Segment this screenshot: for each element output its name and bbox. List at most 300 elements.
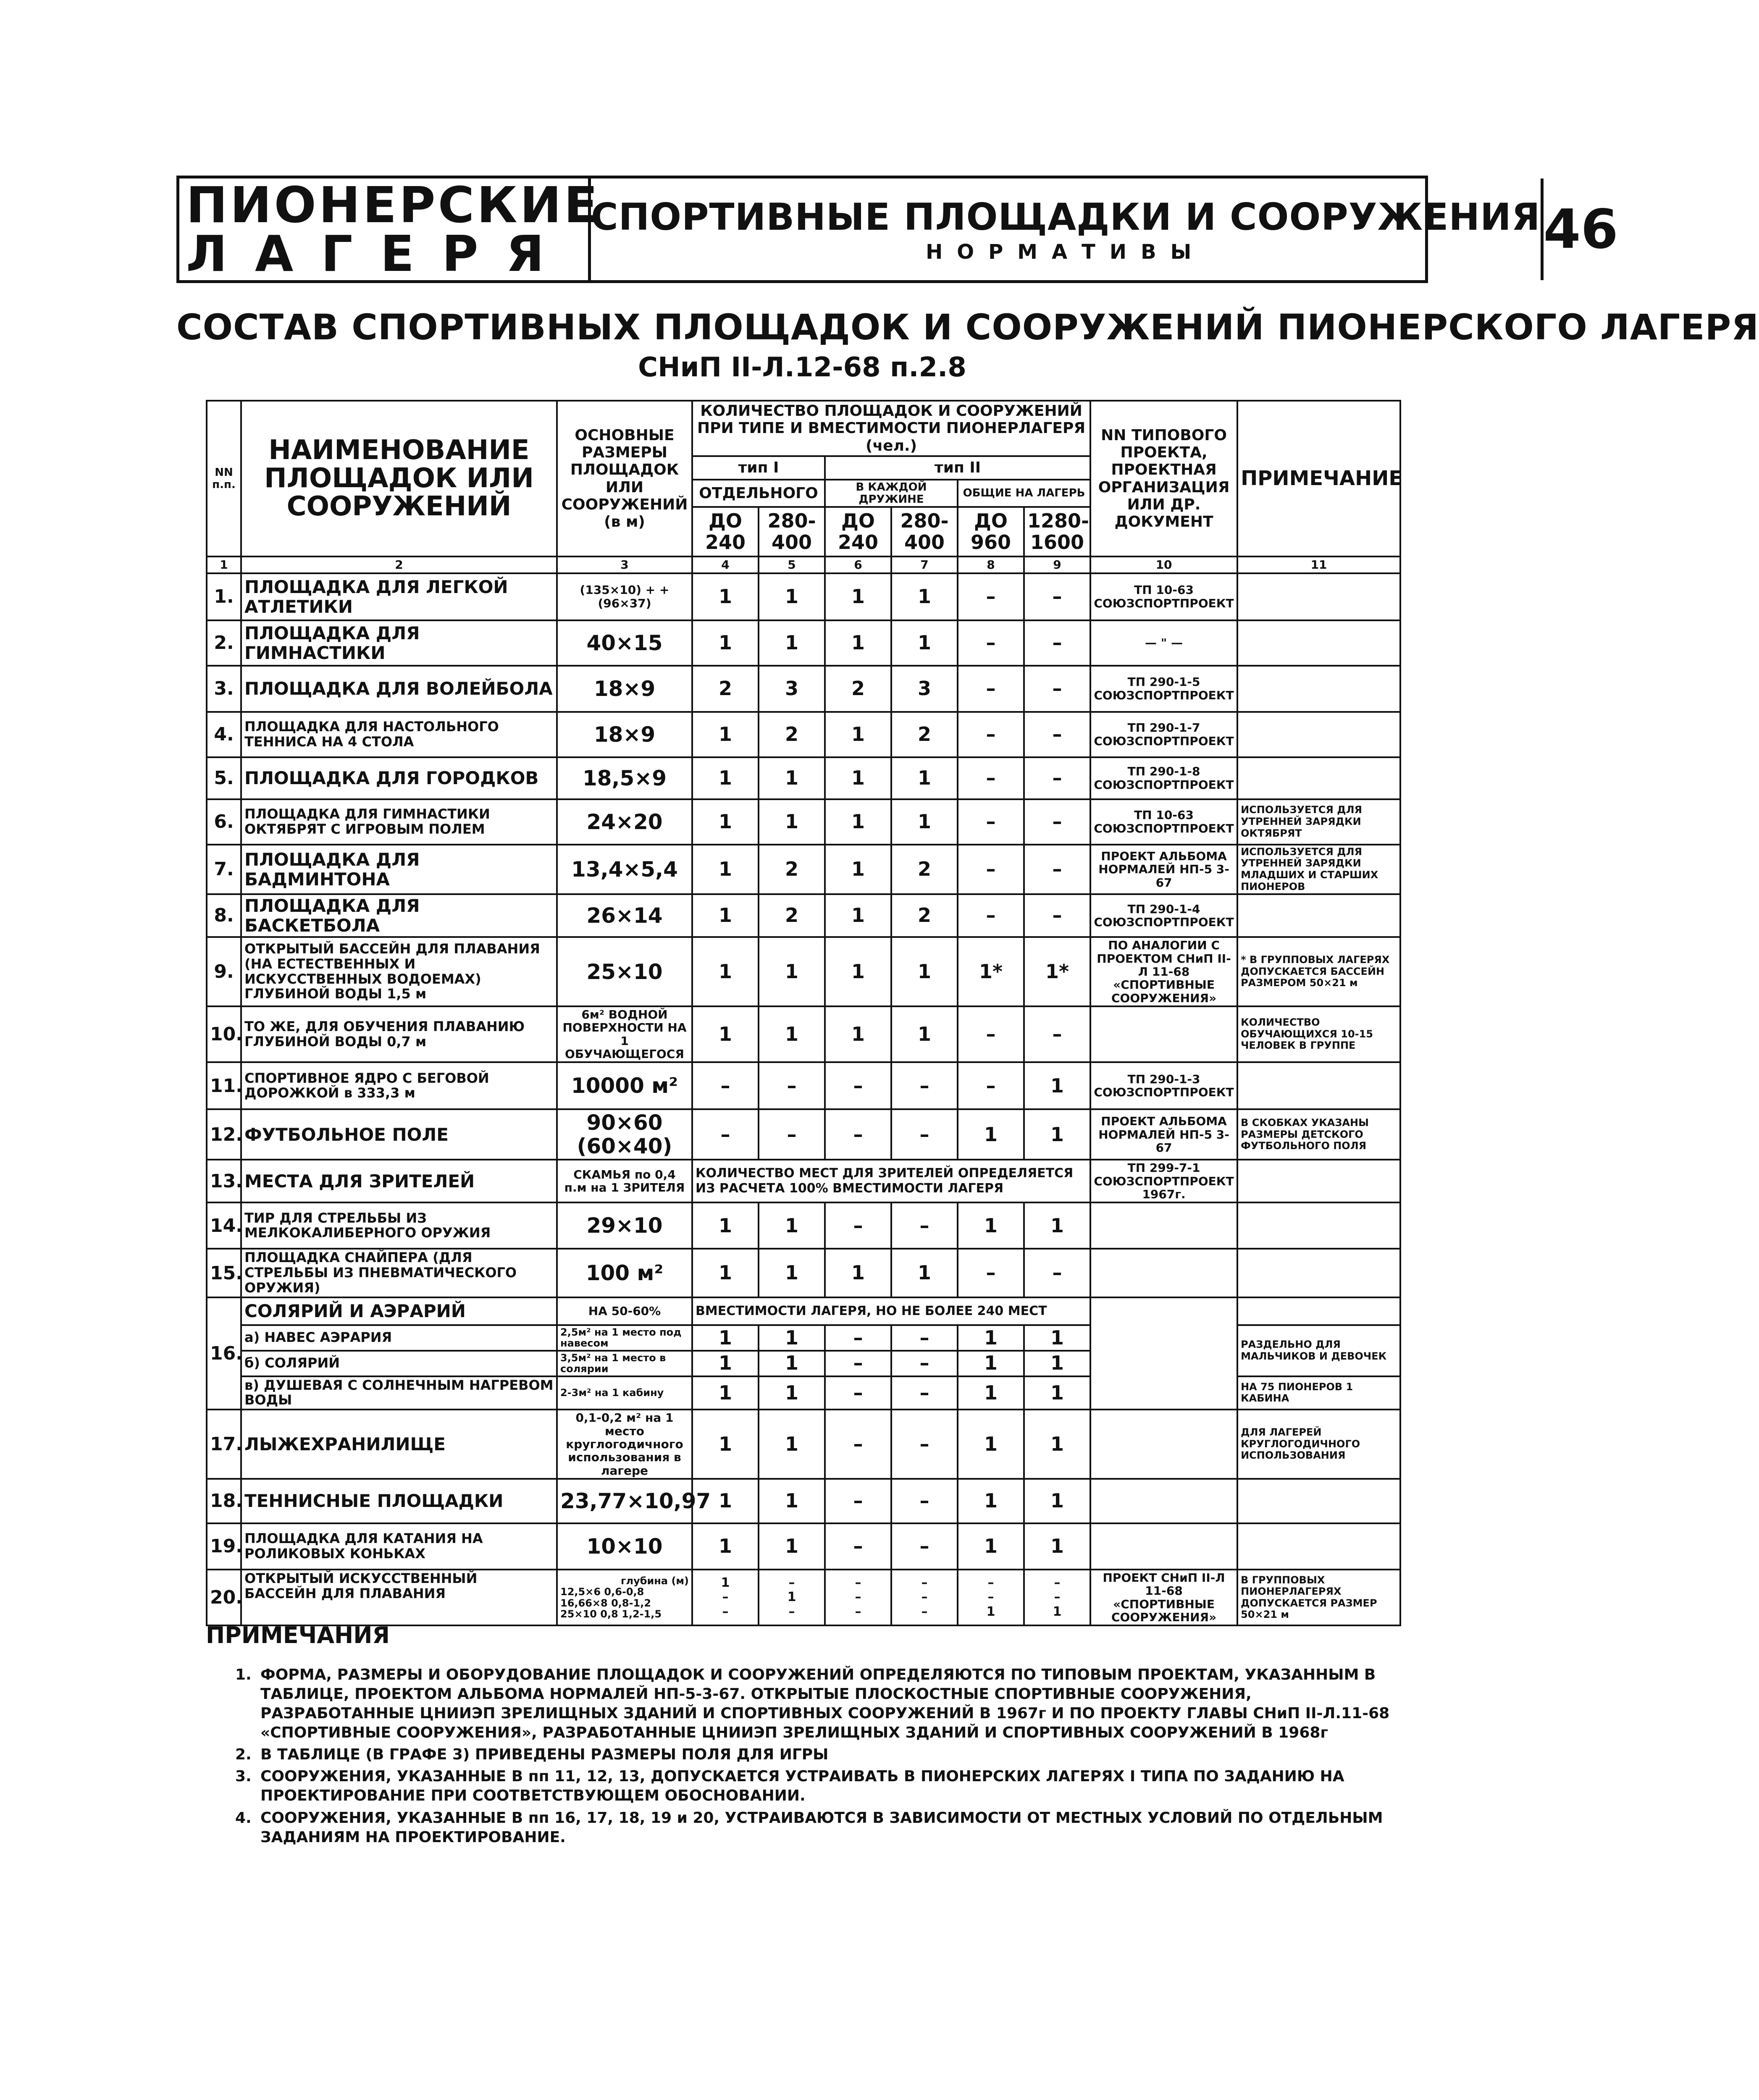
row-project: ТП 10-63 СОЮЗСПОРТПРОЕКТ — [1090, 799, 1237, 845]
qty-line: – — [921, 1575, 928, 1590]
table-row — [207, 894, 1400, 937]
qty-cell: – — [1024, 620, 1090, 666]
table-header — [207, 401, 1403, 573]
row-name: МЕСТА ДЛЯ ЗРИТЕЛЕЙ — [241, 1160, 557, 1202]
qty-cell: 1 — [958, 1376, 1024, 1410]
column-number: 1 — [207, 556, 241, 573]
row-remark — [1237, 666, 1400, 712]
row-dims: 90×60 (60×40) — [557, 1109, 692, 1160]
row-remark: В ГРУППОВЫХ ПИОНЕРЛАГЕРЯХ ДОПУСКАЕТСЯ РАЗМЕР 50×21 м — [1237, 1570, 1400, 1625]
row-project: ТП 290-1-5 СОЮЗСПОРТПРОЕКТ — [1090, 666, 1237, 712]
qty-cell: 1 — [692, 573, 759, 620]
qty-cell: – — [958, 1249, 1024, 1297]
qty-cell: – — [1024, 573, 1090, 620]
qty-cell: 1 — [692, 1410, 759, 1479]
subrow-dims: 2-3м² на 1 кабину — [557, 1376, 692, 1410]
qty-cell: 2 — [891, 845, 958, 894]
note-text: СООРУЖЕНИЯ, УКАЗАННЫЕ В пп 16, 17, 18, 19 и 20, УСТРАИВАЮТСЯ В ЗАВИСИМОСТИ ОТ МЕСТНЫХ УСЛОВИЙ ПО ОТДЕЛЬНЫМ ЗАДАНИЯМ НА ПРОЕКТИРОВАНИЕ. — [260, 1809, 1383, 1846]
dims-line: 25×10 0,8 1,2-1,5 — [560, 1608, 662, 1620]
table-row — [207, 845, 1400, 894]
row-name: ТО ЖЕ, ДЛЯ ОБУЧЕНИЯ ПЛАВАНИЮ ГЛУБИНОЙ ВОДЫ 0,7 м — [241, 1006, 557, 1062]
row-dims: 18,5×9 — [557, 757, 692, 799]
qty-line: – — [855, 1604, 861, 1619]
row-number: 14. — [207, 1202, 241, 1249]
row-name: ПЛОЩАДКА ДЛЯ БАДМИНТОНА — [241, 845, 557, 894]
row-number: 2. — [207, 620, 241, 666]
qty-cell: – — [1024, 845, 1090, 894]
qty-cell: – — [825, 1376, 891, 1410]
row-project: ПРОЕКТ АЛЬБОМА НОРМАЛЕЙ НП-5 3-67 — [1090, 1109, 1237, 1160]
column-number: 5 — [759, 556, 825, 573]
header-dims: ОСНОВНЫЕ РАЗМЕРЫ ПЛОЩАДОК ИЛИ СООРУЖЕНИЙ (в м) — [557, 401, 692, 556]
qty-cell: 1 — [759, 1202, 825, 1249]
row-name: ОТКРЫТЫЙ БАССЕЙН ДЛЯ ПЛАВАНИЯ (НА ЕСТЕСТВЕННЫХ И ИСКУССТВЕННЫХ ВОДОЕМАХ) ГЛУБИНОЙ ВОДЫ 1,5 м — [241, 937, 557, 1006]
row-remark — [1237, 1523, 1400, 1570]
qty-cell: 1 — [692, 1325, 759, 1351]
series-title — [179, 176, 601, 283]
qty-cell: 1 — [1024, 1109, 1090, 1160]
table-row — [207, 1249, 1400, 1297]
qty-cell: 1 — [891, 620, 958, 666]
qty-cell: 2 — [891, 894, 958, 937]
qty-cell: 1 — [1024, 1376, 1090, 1410]
qty-cell: 1 — [891, 799, 958, 845]
qty-cell: 1 — [759, 1006, 825, 1062]
table-row — [207, 1160, 1400, 1202]
table-row — [207, 573, 1400, 620]
row-remark: КОЛИЧЕСТВО ОБУЧАЮЩИХСЯ 10-15 ЧЕЛОВЕК В ГРУППЕ — [1237, 1006, 1400, 1062]
qty-line: – — [855, 1575, 861, 1590]
qty-cell: 1 — [759, 1351, 825, 1376]
qty-cell: 1 — [891, 757, 958, 799]
column-number: 7 — [891, 556, 958, 573]
row-dims: 10×10 — [557, 1523, 692, 1570]
qty-cell: – — [825, 1109, 891, 1160]
row-project — [1090, 1297, 1237, 1410]
row-number: 16. — [207, 1297, 241, 1410]
row-name: ПЛОЩАДКА ДЛЯ ЛЕГКОЙ АТЛЕТИКИ — [241, 573, 557, 620]
qty-cell: – — [891, 1109, 958, 1160]
qty-cell: – — [891, 1202, 958, 1249]
header-nn: NN п.п. — [207, 401, 241, 556]
qty-cell — [891, 1570, 958, 1625]
row-number: 7. — [207, 845, 241, 894]
qty-cell: – — [1024, 757, 1090, 799]
qty-cell: 1 — [891, 573, 958, 620]
qty-cell: 1 — [1024, 1523, 1090, 1570]
qty-cell: – — [891, 1062, 958, 1109]
qty-cell: 1 — [759, 799, 825, 845]
qty-line: – — [921, 1604, 928, 1619]
qty-cell — [825, 1570, 891, 1625]
row-name: ПЛОЩАДКА ДЛЯ ВОЛЕЙБОЛА — [241, 666, 557, 712]
row-remark — [1237, 1160, 1400, 1202]
row-span-text: КОЛИЧЕСТВО МЕСТ ДЛЯ ЗРИТЕЛЕЙ ОПРЕДЕЛЯЕТСЯ ИЗ РАСЧЕТА 100% ВМЕСТИМОСТИ ЛАГЕРЯ — [692, 1160, 1090, 1202]
qty-cell: 1 — [692, 620, 759, 666]
row-remark: РАЗДЕЛЬНО ДЛЯ МАЛЬЧИКОВ И ДЕВОЧЕК — [1237, 1325, 1400, 1376]
qty-cell: 2 — [692, 666, 759, 712]
qty-cell: – — [825, 1410, 891, 1479]
row-project — [1090, 1249, 1237, 1297]
row-name: СПОРТИВНОЕ ЯДРО С БЕГОВОЙ ДОРОЖКОЙ в 333,3 м — [241, 1062, 557, 1109]
qty-cell: – — [891, 1410, 958, 1479]
row-project — [1090, 1006, 1237, 1062]
qty-cell: – — [958, 799, 1024, 845]
qty-cell: 1 — [692, 937, 759, 1006]
qty-cell: – — [958, 894, 1024, 937]
qty-cell: – — [958, 666, 1024, 712]
qty-cell: 2 — [759, 894, 825, 937]
qty-cell: – — [958, 1062, 1024, 1109]
qty-cell: – — [958, 712, 1024, 757]
qty-cell: – — [1024, 712, 1090, 757]
row-project: ТП 290-1-7 СОЮЗСПОРТПРОЕКТ — [1090, 712, 1237, 757]
qty-cell: 1 — [958, 1410, 1024, 1479]
row-number: 11. — [207, 1062, 241, 1109]
header-type1-sub: ОТДЕЛЬНОГО — [692, 480, 825, 507]
qty-cell: 1 — [825, 1006, 891, 1062]
qty-cell: 1 — [825, 1249, 891, 1297]
row-remark — [1237, 1249, 1400, 1297]
row-project: ПО АНАЛОГИИ С ПРОЕКТОМ СНиП II-Л 11-68 «СПОРТИВНЫЕ СООРУЖЕНИЯ» — [1090, 937, 1237, 1006]
note-number: 4. — [235, 1809, 252, 1827]
row-name: ПЛОЩАДКА ДЛЯ КАТАНИЯ НА РОЛИКОВЫХ КОНЬКАХ — [241, 1523, 557, 1570]
header-capacity: ДО 240 — [692, 507, 759, 556]
qty-cell: 1 — [692, 757, 759, 799]
qty-cell: – — [891, 1351, 958, 1376]
qty-cell: 1 — [759, 1325, 825, 1351]
row-project: ТП 290-1-4 СОЮЗСПОРТПРОЕКТ — [1090, 894, 1237, 937]
header-capacity: 280-400 — [759, 507, 825, 556]
qty-cell: 1 — [759, 573, 825, 620]
qty-cell: 1 — [692, 712, 759, 757]
qty-cell: – — [1024, 894, 1090, 937]
row-remark: * В ГРУППОВЫХ ЛАГЕРЯХ ДОПУСКАЕТСЯ БАССЕЙН РАЗМЕРОМ 50×21 м — [1237, 937, 1400, 1006]
row-remark — [1237, 894, 1400, 937]
qty-cell: 1 — [692, 1249, 759, 1297]
row-name: СОЛЯРИЙ И АЭРАРИЙ — [241, 1297, 557, 1325]
sheet-number: 46 — [1543, 198, 1618, 261]
subrow-name: в) ДУШЕВАЯ С СОЛНЕЧНЫМ НАГРЕВОМ ВОДЫ — [241, 1376, 557, 1410]
table-body-row20 — [207, 1570, 1400, 1625]
qty-cell: 1 — [825, 937, 891, 1006]
table-row — [207, 1062, 1400, 1109]
qty-cell: – — [1024, 666, 1090, 712]
qty-cell: 1 — [891, 937, 958, 1006]
qty-cell: 1 — [958, 1202, 1024, 1249]
qty-cell: 1 — [692, 1351, 759, 1376]
row-remark — [1237, 1062, 1400, 1109]
qty-cell: 1 — [891, 1006, 958, 1062]
column-numbers-row — [207, 556, 1400, 573]
row-remark — [1237, 712, 1400, 757]
column-number: 9 — [1024, 556, 1090, 573]
qty-cell: – — [692, 1062, 759, 1109]
section-subtitle: НОРМАТИВЫ — [926, 240, 1206, 264]
row-number: 20. — [207, 1570, 241, 1625]
section-title: СПОРТИВНЫЕ ПЛОЩАДКИ И СООРУЖЕНИЯ — [591, 195, 1541, 239]
table-row — [207, 1410, 1400, 1479]
table-row — [207, 1297, 1400, 1325]
subrow-dims: 3,5м² на 1 место в солярии — [557, 1351, 692, 1376]
qty-cell: 1 — [958, 1523, 1024, 1570]
document-subtitle: СНиП II-Л.12-68 п.2.8 — [638, 352, 966, 383]
qty-cell: 1 — [759, 757, 825, 799]
row-number: 8. — [207, 894, 241, 937]
note-item — [235, 1767, 1407, 1806]
row-name: ПЛОЩАДКА ДЛЯ ГИМНАСТИКИ ОКТЯБРЯТ С ИГРОВЫМ ПОЛЕМ — [241, 799, 557, 845]
row-number: 15. — [207, 1249, 241, 1297]
qty-cell: 2 — [759, 712, 825, 757]
qty-cell: – — [692, 1109, 759, 1160]
qty-cell: 1 — [1024, 1479, 1090, 1523]
row-name: ПЛОЩАДКА ДЛЯ ГОРОДКОВ — [241, 757, 557, 799]
row-project — [1090, 1523, 1237, 1570]
row-name: ПЛОЩАДКА ДЛЯ НАСТОЛЬНОГО ТЕННИСА НА 4 СТОЛА — [241, 712, 557, 757]
header-type2-sub-a: В КАЖДОЙ ДРУЖИНЕ — [825, 480, 958, 507]
qty-cell: – — [958, 845, 1024, 894]
qty-cell: 1 — [692, 845, 759, 894]
qty-line: 1 — [986, 1604, 995, 1619]
header-capacity: ДО 240 — [825, 507, 891, 556]
qty-cell: – — [958, 620, 1024, 666]
row-dims: 10000 м² — [557, 1062, 692, 1109]
notes-title: ПРИМЕЧАНИЯ — [206, 1622, 390, 1648]
qty-cell: 1 — [692, 1006, 759, 1062]
row-name: ФУТБОЛЬНОЕ ПОЛЕ — [241, 1109, 557, 1160]
qty-cell: 1 — [692, 1202, 759, 1249]
qty-cell: 1 — [692, 894, 759, 937]
row-number: 4. — [207, 712, 241, 757]
row-project — [1090, 1479, 1237, 1523]
row-dims: НА 50-60% — [557, 1297, 692, 1325]
row-name: ПЛОЩАДКА ДЛЯ БАСКЕТБОЛА — [241, 894, 557, 937]
qty-line: 1 — [721, 1575, 730, 1590]
qty-cell: 1 — [759, 1376, 825, 1410]
qty-cell: – — [958, 757, 1024, 799]
qty-cell: 1* — [958, 937, 1024, 1006]
qty-cell: – — [958, 573, 1024, 620]
row-dims: (135×10) + + (96×37) — [557, 573, 692, 620]
qty-cell: 1 — [958, 1479, 1024, 1523]
qty-line: – — [1054, 1575, 1061, 1590]
qty-cell: – — [1024, 799, 1090, 845]
table-row — [207, 666, 1400, 712]
row-dims: 100 м² — [557, 1249, 692, 1297]
row-project — [1090, 1410, 1237, 1479]
row-remark — [1237, 620, 1400, 666]
row-remark: ИСПОЛЬЗУЕТСЯ ДЛЯ УТРЕННЕЙ ЗАРЯДКИ ОКТЯБРЯТ — [1237, 799, 1400, 845]
qty-line: – — [855, 1590, 861, 1605]
note-item — [235, 1809, 1407, 1847]
header-capacity: 1280-1600 — [1024, 507, 1090, 556]
header-quantity: КОЛИЧЕСТВО ПЛОЩАДОК И СООРУЖЕНИЙ ПРИ ТИПЕ И ВМЕСТИМОСТИ ПИОНЕРЛАГЕРЯ (чел.) — [692, 401, 1090, 456]
column-number: 3 — [557, 556, 692, 573]
qty-cell: – — [759, 1109, 825, 1160]
table-body-b — [207, 1410, 1400, 1570]
row-project: ТП 10-63 СОЮЗСПОРТПРОЕКТ — [1090, 573, 1237, 620]
note-item — [235, 1665, 1407, 1743]
qty-cell: 1 — [692, 1376, 759, 1410]
row-remark — [1237, 1297, 1400, 1325]
qty-cell: – — [825, 1062, 891, 1109]
qty-line: – — [788, 1604, 795, 1619]
qty-line: – — [987, 1575, 994, 1590]
row-name: ОТКРЫТЫЙ ИСКУССТВЕННЫЙ БАССЕЙН ДЛЯ ПЛАВАНИЯ — [241, 1570, 557, 1625]
row-number: 18. — [207, 1479, 241, 1523]
series-title-line1: ПИОНЕРСКИЕ — [186, 176, 601, 234]
row-dims: СКАМЬЯ по 0,4 п.м на 1 ЗРИТЕЛЯ — [557, 1160, 692, 1202]
row-remark — [1237, 573, 1400, 620]
row-dims: 24×20 — [557, 799, 692, 845]
table-row — [207, 1006, 1400, 1062]
column-number: 8 — [958, 556, 1024, 573]
table-body-row16 — [207, 1297, 1400, 1410]
row-dims: 25×10 — [557, 937, 692, 1006]
facilities-table — [206, 400, 1401, 1626]
qty-cell: 1 — [958, 1351, 1024, 1376]
table-row — [207, 1109, 1400, 1160]
row-dims: 6м² ВОДНОЙ ПОВЕРХНОСТИ НА 1 ОБУЧАЮЩЕГОСЯ — [557, 1006, 692, 1062]
subrow-name: б) СОЛЯРИЙ — [241, 1351, 557, 1376]
row-dims: 40×15 — [557, 620, 692, 666]
column-number: 4 — [692, 556, 759, 573]
qty-line: – — [788, 1575, 795, 1590]
qty-cell: – — [825, 1351, 891, 1376]
qty-cell: – — [958, 1006, 1024, 1062]
section-heading — [591, 178, 1544, 280]
row-number: 17. — [207, 1410, 241, 1479]
qty-cell: 2 — [759, 845, 825, 894]
column-number: 6 — [825, 556, 891, 573]
subrow-dims: 2,5м² на 1 место под навесом — [557, 1325, 692, 1351]
qty-cell: 1 — [825, 894, 891, 937]
note-text: ФОРМА, РАЗМЕРЫ И ОБОРУДОВАНИЕ ПЛОЩАДОК И СООРУЖЕНИЙ ОПРЕДЕЛЯЮТСЯ ПО ТИПОВЫМ ПРОЕКТАМ, УКАЗАННЫМ В ТАБЛИЦЕ, ПРОЕКТОМ АЛЬБОМА НОРМАЛЕЙ НП-5-3-67. ОТКРЫТЫЕ ПЛОСКОСТНЫЕ СПОРТИВНЫЕ СООРУЖЕНИЯ, РАЗРАБОТАННЫЕ ЦНИИЭП ЗРЕЛИЩНЫХ ЗДАНИЙ И СПОРТИВНЫХ СООРУЖЕНИЙ В 1967г И ПО ПРОЕКТУ ГЛАВЫ СНиП II-Л.11-68 «СПОРТИВНЫЕ СООРУЖЕНИЯ», РАЗРАБОТАННЫЕ ЦНИИЭП ЗРЕЛИЩНЫХ ЗДАНИЙ И СПОРТИВНЫХ СООРУЖЕНИЙ В 1968г — [260, 1666, 1390, 1742]
qty-cell: – — [891, 1325, 958, 1351]
row-dims — [557, 1570, 692, 1625]
qty-cell: – — [825, 1325, 891, 1351]
qty-cell: 1 — [825, 712, 891, 757]
row-project: ТП 290-1-8 СОЮЗСПОРТПРОЕКТ — [1090, 757, 1237, 799]
qty-cell: 1 — [1024, 1410, 1090, 1479]
row-number: 3. — [207, 666, 241, 712]
row-project: ПРОЕКТ АЛЬБОМА НОРМАЛЕЙ НП-5 3-67 — [1090, 845, 1237, 894]
qty-cell: 1 — [759, 1523, 825, 1570]
table-body — [207, 573, 1400, 1297]
qty-cell — [692, 1570, 759, 1625]
qty-cell: 1 — [1024, 1062, 1090, 1109]
qty-cell: 1 — [825, 620, 891, 666]
qty-cell: 1 — [759, 1479, 825, 1523]
row-number: 10. — [207, 1006, 241, 1062]
qty-cell: 3 — [759, 666, 825, 712]
row-name: ТЕННИСНЫЕ ПЛОЩАДКИ — [241, 1479, 557, 1523]
qty-cell — [759, 1570, 825, 1625]
note-text: СООРУЖЕНИЯ, УКАЗАННЫЕ В пп 11, 12, 13, ДОПУСКАЕТСЯ УСТРАИВАТЬ В ПИОНЕРСКИХ ЛАГЕРЯХ I ТИПА ПО ЗАДАНИЮ НА ПРОЕКТИРОВАНИЕ ПРИ СООТВЕТСТВУЮЩЕМ ОБОСНОВАНИИ. — [260, 1768, 1344, 1805]
row-remark — [1237, 1479, 1400, 1523]
qty-cell: – — [891, 1376, 958, 1410]
row-remark: В СКОБКАХ УКАЗАНЫ РАЗМЕРЫ ДЕТСКОГО ФУТБОЛЬНОГО ПОЛЯ — [1237, 1109, 1400, 1160]
table-row — [207, 620, 1400, 666]
row-name: ЛЫЖЕХРАНИЛИЩЕ — [241, 1410, 557, 1479]
row-project: ТП 290-1-3 СОЮЗСПОРТПРОЕКТ — [1090, 1062, 1237, 1109]
row-number: 12. — [207, 1109, 241, 1160]
dims-line: 12,5×6 0,6-0,8 — [560, 1586, 644, 1598]
qty-cell: 1 — [825, 845, 891, 894]
header-type2-sub-b: ОБЩИЕ НА ЛАГЕРЬ — [958, 480, 1090, 507]
row-dims: 0,1-0,2 м² на 1 место круглогодичного использования в лагере — [557, 1410, 692, 1479]
qty-cell: 1 — [759, 1410, 825, 1479]
table-row — [207, 1479, 1400, 1523]
note-number: 2. — [235, 1746, 252, 1764]
row-number: 19. — [207, 1523, 241, 1570]
note-text: В ТАБЛИЦЕ (В ГРАФЕ 3) ПРИВЕДЕНЫ РАЗМЕРЫ ПОЛЯ ДЛЯ ИГРЫ — [260, 1746, 829, 1764]
subrow-name: а) НАВЕС АЭРАРИЯ — [241, 1325, 557, 1351]
note-number: 1. — [235, 1666, 252, 1683]
header-type2: тип II — [825, 456, 1090, 480]
row-dims: 18×9 — [557, 666, 692, 712]
row-remark: ДЛЯ ЛАГЕРЕЙ КРУГЛОГОДИЧНОГО ИСПОЛЬЗОВАНИЯ — [1237, 1410, 1400, 1479]
qty-cell: 1 — [692, 799, 759, 845]
row-name: ПЛОЩАДКА СНАЙПЕРА (ДЛЯ СТРЕЛЬБЫ ИЗ ПНЕВМАТИЧЕСКОГО ОРУЖИЯ) — [241, 1249, 557, 1297]
row-number: 13. — [207, 1160, 241, 1202]
qty-cell — [1024, 1570, 1090, 1625]
row-remark: ИСПОЛЬЗУЕТСЯ ДЛЯ УТРЕННЕЙ ЗАРЯДКИ МЛАДШИХ И СТАРШИХ ПИОНЕРОВ — [1237, 845, 1400, 894]
qty-line: 1 — [787, 1590, 796, 1605]
column-number: 11 — [1237, 556, 1400, 573]
row-project — [1090, 1202, 1237, 1249]
row-number: 5. — [207, 757, 241, 799]
qty-cell: – — [825, 1479, 891, 1523]
row-span-text: ВМЕСТИМОСТИ ЛАГЕРЯ, НО НЕ БОЛЕЕ 240 МЕСТ — [692, 1297, 1090, 1325]
row-number: 9. — [207, 937, 241, 1006]
qty-cell: – — [759, 1062, 825, 1109]
series-title-line2: ЛАГЕРЯ — [186, 225, 572, 283]
row-number: 1. — [207, 573, 241, 620]
row-remark — [1237, 1202, 1400, 1249]
qty-cell: 1 — [958, 1325, 1024, 1351]
header-remark: ПРИМЕЧАНИЕ — [1237, 401, 1400, 556]
qty-cell: 1 — [759, 620, 825, 666]
note-item — [235, 1745, 1407, 1764]
table-row — [207, 799, 1400, 845]
qty-cell — [958, 1570, 1024, 1625]
qty-line: 1 — [1053, 1604, 1062, 1619]
header-capacity: ДО 960 — [958, 507, 1024, 556]
qty-cell: 2 — [891, 712, 958, 757]
row-name: ТИР ДЛЯ СТРЕЛЬБЫ ИЗ МЕЛКОКАЛИБЕРНОГО ОРУЖИЯ — [241, 1202, 557, 1249]
qty-cell: – — [891, 1479, 958, 1523]
table-row — [207, 1523, 1400, 1570]
column-number: 2 — [241, 556, 557, 573]
header-project: NN ТИПОВОГО ПРОЕКТА, ПРОЕКТНАЯ ОРГАНИЗАЦИЯ ИЛИ ДР. ДОКУМЕНТ — [1090, 401, 1237, 556]
row-project: ПРОЕКТ СНиП II-Л 11-68 «СПОРТИВНЫЕ СООРУЖЕНИЯ» — [1090, 1570, 1237, 1625]
qty-cell: 1 — [759, 937, 825, 1006]
qty-cell: 1 — [1024, 1325, 1090, 1351]
qty-cell: – — [825, 1523, 891, 1570]
row-dims: 29×10 — [557, 1202, 692, 1249]
qty-cell: 1 — [891, 1249, 958, 1297]
table-row — [207, 1202, 1400, 1249]
qty-cell: 1 — [958, 1109, 1024, 1160]
table-row — [207, 937, 1400, 1006]
qty-cell: 1 — [759, 1249, 825, 1297]
qty-cell: 3 — [891, 666, 958, 712]
notes-list — [235, 1665, 1407, 1850]
table-row — [207, 712, 1400, 757]
page-header — [176, 176, 1618, 283]
qty-cell: 1 — [825, 573, 891, 620]
